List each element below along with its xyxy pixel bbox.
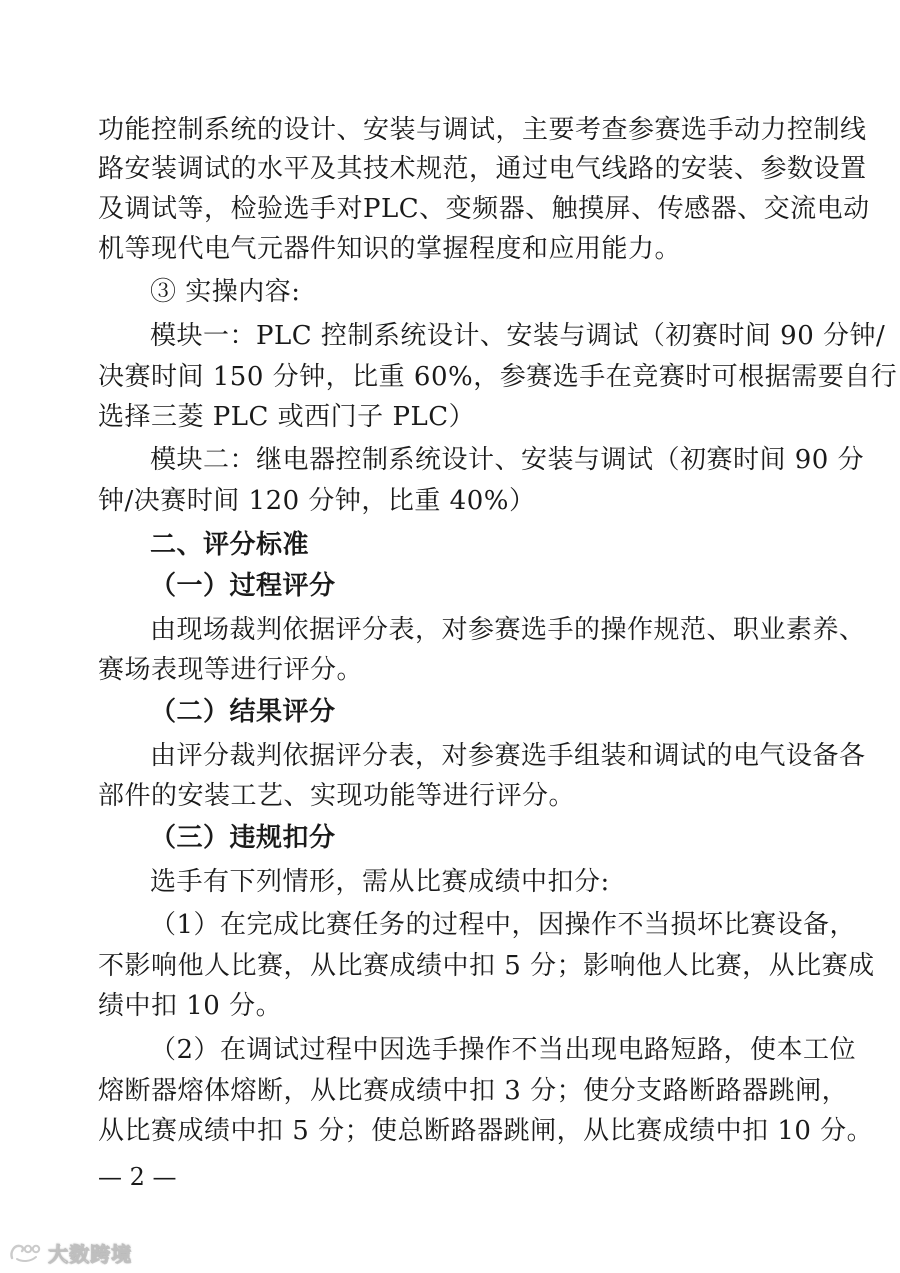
watermark-text: 大数跨境 <box>48 1241 132 1266</box>
body-line-3: 及调试等，检验选手对PLC、变频器、触摸屏、传感器、交流电动 <box>98 194 870 224</box>
subsection-result-scoring: （二）结果评分 <box>150 697 336 727</box>
module-one-line-1: 模块一：PLC 控制系统设计、安装与调试（初赛时间 90 分钟/ <box>150 321 886 351</box>
result-scoring-line-1: 由评分裁判依据评分表，对参赛选手组装和调试的电气设备各 <box>150 741 866 771</box>
section-heading-scoring: 二、评分标准 <box>150 530 310 560</box>
deduction-item-2-line-3: 从比赛成绩中扣 5 分；使总断路器跳闸，从比赛成绩中扣 10 分。 <box>98 1116 874 1146</box>
deduction-item-2-line-2: 熔断器熔体熔断，从比赛成绩中扣 3 分；使分支路断路器跳闸， <box>98 1076 849 1106</box>
module-one-line-2: 决赛时间 150 分钟，比重 60%，参赛选手在竞赛时可根据需要自行 <box>98 362 898 392</box>
module-two-line-2: 钟/决赛时间 120 分钟，比重 40%） <box>98 486 536 516</box>
body-line-1: 功能控制系统的设计、安装与调试，主要考查参赛选手动力控制线 <box>98 115 867 145</box>
brand-logo-icon <box>8 1240 42 1264</box>
deduction-item-1-line-2: 不影响他人比赛，从比赛成绩中扣 5 分；影响他人比赛，从比赛成 <box>98 951 875 981</box>
deduction-item-1-line-3: 绩中扣 10 分。 <box>98 991 283 1021</box>
process-scoring-line-2: 赛场表现等进行评分。 <box>98 655 364 685</box>
subheading-practical-content: ③ 实操内容: <box>150 277 301 307</box>
page-number: — 2 — <box>98 1163 177 1191</box>
watermark <box>8 1236 132 1268</box>
body-line-2: 路安装调试的水平及其技术规范，通过电气线路的安装、参数设置 <box>98 154 867 184</box>
body-line-4: 机等现代电气元器件知识的掌握程度和应用能力。 <box>98 234 682 264</box>
subsection-violation-deduction: （三）违规扣分 <box>150 823 336 853</box>
deduction-intro: 选手有下列情形，需从比赛成绩中扣分: <box>150 867 610 897</box>
module-one-line-3: 选择三菱 PLC 或西门子 PLC） <box>98 402 476 432</box>
process-scoring-line-1: 由现场裁判依据评分表，对参赛选手的操作规范、职业素养、 <box>150 615 866 645</box>
result-scoring-line-2: 部件的安装工艺、实现功能等进行评分。 <box>98 781 576 811</box>
subsection-process-scoring: （一）过程评分 <box>150 571 336 601</box>
deduction-item-2-line-1: （2）在调试过程中因选手操作不当出现电路短路，使本工位 <box>150 1035 857 1065</box>
deduction-item-1-line-1: （1）在完成比赛任务的过程中，因操作不当损坏比赛设备， <box>150 910 857 940</box>
module-two-line-1: 模块二：继电器控制系统设计、安装与调试（初赛时间 90 分 <box>150 445 865 475</box>
